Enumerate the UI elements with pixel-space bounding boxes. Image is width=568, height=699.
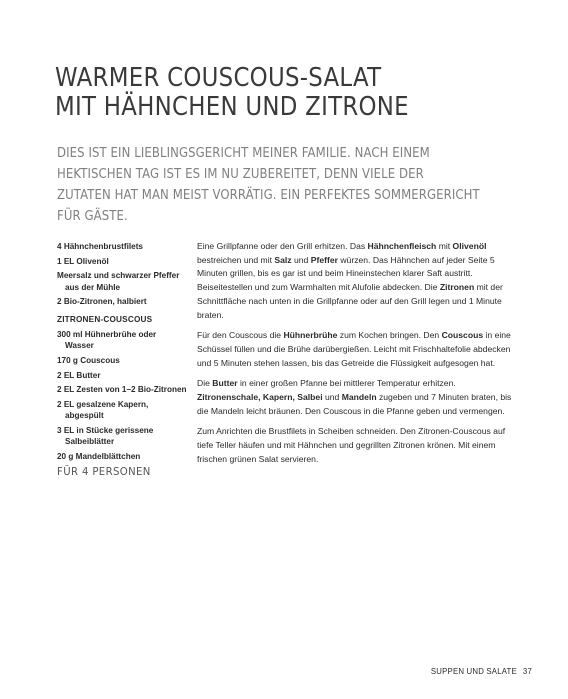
ingredient-item: 2 EL Butter — [57, 370, 101, 380]
recipe-title-line-2: MIT HÄHNCHEN UND ZITRONE — [55, 92, 409, 122]
intro-line-1: DIES IST EIN LIEBLINGSGERICHT MEINER FAMILIE. NACH EINEM — [57, 146, 430, 161]
method-text-run: bestreichen und mit — [197, 254, 275, 265]
method-step-4 — [197, 425, 512, 466]
method-bold-term: Mandeln — [341, 392, 377, 403]
page-footer — [431, 667, 532, 676]
ingredient-item: 2 Bio-Zitronen, halbiert — [57, 297, 147, 307]
ingredient-item: 170 g Couscous — [57, 355, 120, 365]
ingredient-item: 3 EL in Stücke gerissene Salbeiblätter — [57, 425, 154, 447]
method-bold-term: Hähnchenfleisch — [367, 241, 437, 251]
ingredient-item: 1 EL Olivenöl — [57, 256, 109, 266]
ingredient-item: Meersalz und schwarzer Pfeffer aus der Mühle — [57, 271, 180, 292]
method-bold-term: Olivenöl — [452, 241, 487, 251]
method-text-run: Für den Couscous die — [197, 330, 284, 341]
ingredient-item: 2 EL gesalzene Kapern, abgespült — [57, 400, 149, 421]
couscous-heading: ZITRONEN-COUSCOUS — [57, 314, 153, 324]
method-text-run: Eine Grillpfanne oder den Grill erhitzen. Das — [197, 241, 368, 251]
ingredient-item: 2 EL Zesten von 1–2 Bio-Zitronen — [57, 385, 187, 395]
method-bold-term: Couscous — [441, 330, 484, 341]
method-text-run: würzen. Das Hähnchen auf jeder Seite 5 Minuten grillen, bis es gar ist und beim Hineinstechen klarer Saft austritt. Beiseitestellen und zum Warmhalten mit Alufolie abdecken. Die — [197, 254, 495, 293]
method-step-3 — [197, 377, 512, 418]
ingredient-list — [57, 241, 187, 478]
method-text-run: und — [291, 254, 311, 265]
intro-line-3: ZUTATEN HAT MAN MEIST VORRÄTIG. EIN PERFEKTES SOMMERGERICHT — [57, 188, 480, 203]
method-step-2 — [197, 329, 512, 370]
method-bold-term: Pfeffer — [310, 254, 338, 265]
intro-line-2: HEKTISCHEN TAG IST ES IM NU ZUBEREITET, DENN VIELE DER — [57, 167, 424, 182]
method-text-run: in einer großen Pfanne bei mittlerer Temperatur erhitzen. — [237, 378, 456, 389]
method-text-run: mit der Schnittfläche nach unten in die Grillpfanne oder auf den Grill legen und 1 Minute braten. — [197, 282, 503, 320]
method-text-run: mit — [436, 241, 453, 251]
method-text-run: und — [322, 392, 342, 403]
method-step-1 — [197, 240, 512, 322]
method-text — [197, 240, 512, 474]
method-text-run: Zum Anrichten die Brustfilets in Scheiben schneiden. Den Zitronen-Couscous auf tiefe Teller häufen und mit Hähnchen und gegrillten Zitronen krönen. Mit einem frischen grünen Salat servieren. — [197, 426, 506, 464]
servings-note: FÜR 4 PERSONEN — [57, 465, 151, 479]
recipe-intro — [57, 143, 480, 227]
page-number: 37 — [522, 667, 532, 676]
method-bold-term: Hühnerbrühe — [283, 330, 338, 341]
ingredient-item: 4 Hähnchenbrustfilets — [57, 242, 143, 251]
method-text-run: in eine Schüssel füllen und die Brühe darübergießen. Leicht mit Frischhaltefolie abdecken und 5 Minuten stehen lassen, bis das Getreide die Flüssigkeit aufgesogen hat. — [197, 330, 511, 368]
method-text-run: zum Kochen bringen. Den — [337, 330, 442, 341]
recipe-title — [55, 64, 409, 122]
method-bold-term: Zitronen — [439, 282, 475, 293]
recipe-title-line-1: WARMER COUSCOUS-SALAT — [55, 63, 382, 93]
method-bold-term: Zitronenschale, Kapern, Salbei — [197, 392, 323, 403]
method-text-run: zugeben und 7 Minuten braten, bis die Mandeln leicht bräunen. Den Couscous in die Pfanne geben und vermengen. — [197, 392, 512, 416]
method-bold-term: Salz — [274, 254, 292, 265]
method-bold-term: Butter — [212, 378, 238, 389]
ingredient-item: 20 g Mandelblättchen — [57, 451, 141, 461]
method-text-run: Die — [197, 378, 213, 389]
section-name: SUPPEN UND SALATE — [430, 667, 517, 676]
ingredient-item: 300 ml Hühnerbrühe oder Wasser — [57, 329, 157, 351]
intro-line-4: FÜR GÄSTE. — [57, 209, 128, 224]
